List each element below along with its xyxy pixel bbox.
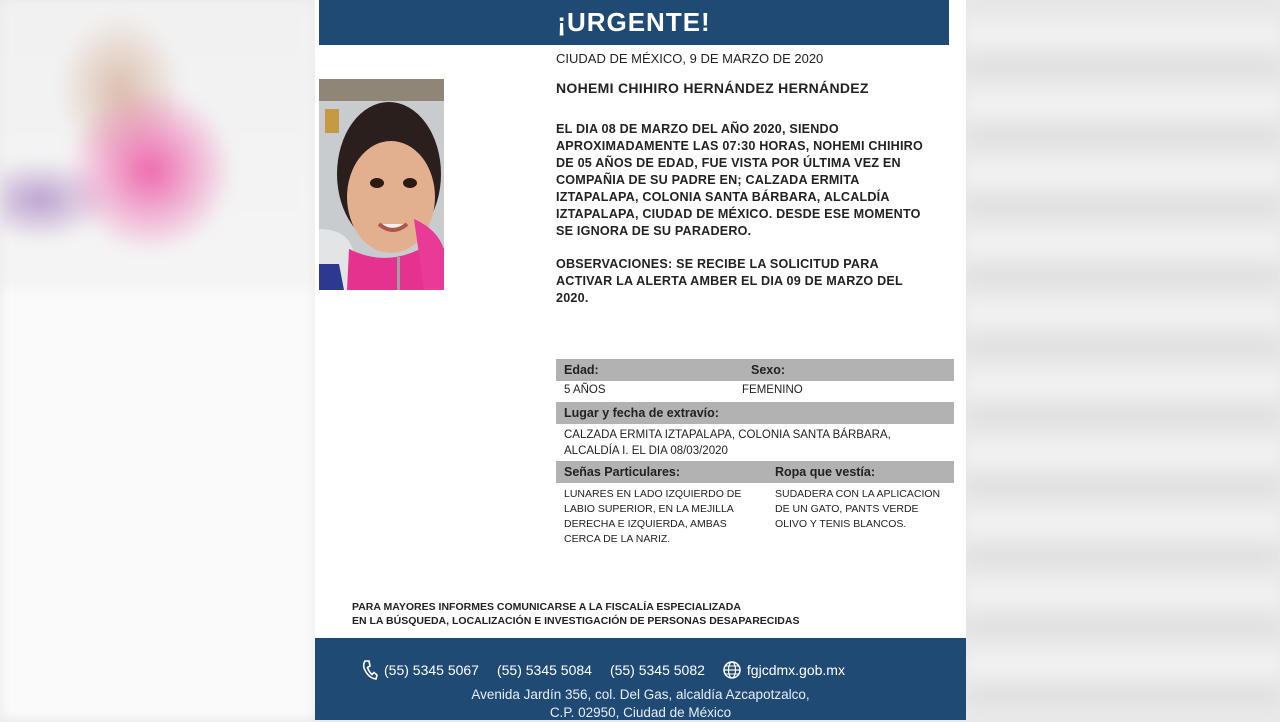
child-portrait-illustration bbox=[319, 79, 444, 290]
phone-icon bbox=[362, 660, 378, 680]
contact-footer bbox=[315, 638, 966, 720]
incident-description bbox=[556, 121, 946, 240]
features-value bbox=[556, 487, 775, 547]
features-line: DERECHA E IZQUIERDA, AMBAS bbox=[564, 518, 727, 530]
features-line: CERCA DE LA NARIZ. bbox=[564, 533, 671, 545]
age-sex-values bbox=[556, 381, 954, 399]
clothing-line: OLIVO Y TENIS BLANCOS. bbox=[775, 518, 907, 530]
phone-number[interactable]: (55) 5345 5067 bbox=[384, 662, 479, 678]
urgent-banner bbox=[319, 0, 949, 45]
features-clothing-section bbox=[556, 461, 954, 547]
place-section bbox=[556, 402, 954, 459]
clothing-line: DE UN GATO, PANTS VERDE bbox=[775, 503, 919, 515]
description-line: IZTAPALAPA, CIUDAD DE MÉXICO. DESDE ESE MOMENTO bbox=[556, 207, 921, 221]
observations-line: ACTIVAR LA ALERTA AMBER EL DIA 09 DE MARZO DEL bbox=[556, 274, 903, 288]
clothing-label: Ropa que vestía: bbox=[775, 465, 876, 479]
blurred-background-right bbox=[966, 0, 1280, 720]
address-line: C.P. 02950, Ciudad de México bbox=[549, 705, 732, 720]
observations bbox=[556, 256, 946, 307]
features-clothing-values bbox=[556, 483, 954, 547]
age-value: 5 AÑOS bbox=[564, 384, 606, 396]
description-line: DE 05 AÑOS DE EDAD, FUE VISTA POR ÚLTIMA VEZ EN bbox=[556, 156, 901, 170]
observations-line: 2020. bbox=[556, 291, 589, 305]
alert-poster bbox=[315, 0, 966, 720]
features-line: LABIO SUPERIOR, EN LA MEJILLA bbox=[564, 503, 734, 515]
clothing-line: SUDADERA CON LA APLICACION bbox=[775, 488, 941, 500]
description-line: IZTAPALAPA, COLONIA SANTA BÁRBARA, ALCALDÍA bbox=[556, 190, 890, 204]
age-sex-header bbox=[556, 359, 954, 381]
address-line: Avenida Jardín 356, col. Del Gas, alcaldía Azcapotzalco, bbox=[471, 687, 810, 702]
description-line: SE IGNORA DE SU PARADERO. bbox=[556, 224, 752, 238]
place-line: CALZADA ERMITA IZTAPALAPA, COLONIA SANTA BÁRBARA, bbox=[564, 429, 891, 441]
contact-note-line: PARA MAYORES INFORMES COMUNICARSE A LA FISCALÍA ESPECIALIZADA bbox=[352, 601, 741, 613]
age-label: Edad: bbox=[564, 363, 599, 377]
city-date: CIUDAD DE MÉXICO, 9 DE MARZO DE 2020 bbox=[556, 51, 824, 66]
features-line: LUNARES EN LADO IZQUIERDO DE bbox=[564, 488, 742, 500]
features-label: Señas Particulares: bbox=[564, 465, 681, 479]
description-line: EL DIA 08 DE MARZO DEL AÑO 2020, SIENDO bbox=[556, 122, 839, 136]
sex-label: Sexo: bbox=[751, 363, 786, 377]
phone-number[interactable]: (55) 5345 5084 bbox=[496, 662, 592, 678]
description-line: COMPAÑIA DE SU PADRE EN; CALZADA ERMITA bbox=[556, 173, 860, 187]
blurred-background-left bbox=[0, 0, 315, 720]
contact-note bbox=[352, 600, 799, 628]
place-label: Lugar y fecha de extravío: bbox=[556, 402, 954, 424]
age-sex-section bbox=[556, 359, 954, 399]
clothing-value bbox=[775, 487, 940, 547]
website-link[interactable]: fgjcdmx.gob.mx bbox=[746, 662, 845, 678]
description-line: APROXIMADAMENTE LAS 07:30 HORAS, NOHEMI CHIHIRO bbox=[556, 139, 923, 153]
place-line: ALCALDÍA I. EL DIA 08/03/2020 bbox=[564, 445, 728, 457]
place-value bbox=[556, 424, 954, 459]
features-clothing-header bbox=[556, 461, 954, 483]
missing-person-photo bbox=[319, 79, 444, 290]
phone-number[interactable]: (55) 5345 5082 bbox=[609, 662, 705, 678]
observations-line: OBSERVACIONES: SE RECIBE LA SOLICITUD PARA bbox=[556, 257, 879, 271]
contact-note-line: EN LA BÚSQUEDA, LOCALIZACIÓN E INVESTIGACIÓN DE PERSONAS DESAPARECIDAS bbox=[352, 615, 800, 627]
banner-title: ¡URGENTE! bbox=[557, 7, 711, 37]
phone-numbers bbox=[362, 660, 845, 680]
sex-value: FEMENINO bbox=[742, 384, 803, 396]
missing-person-name: NOHEMI CHIHIRO HERNÁNDEZ HERNÁNDEZ bbox=[556, 80, 869, 96]
globe-icon bbox=[723, 661, 741, 679]
